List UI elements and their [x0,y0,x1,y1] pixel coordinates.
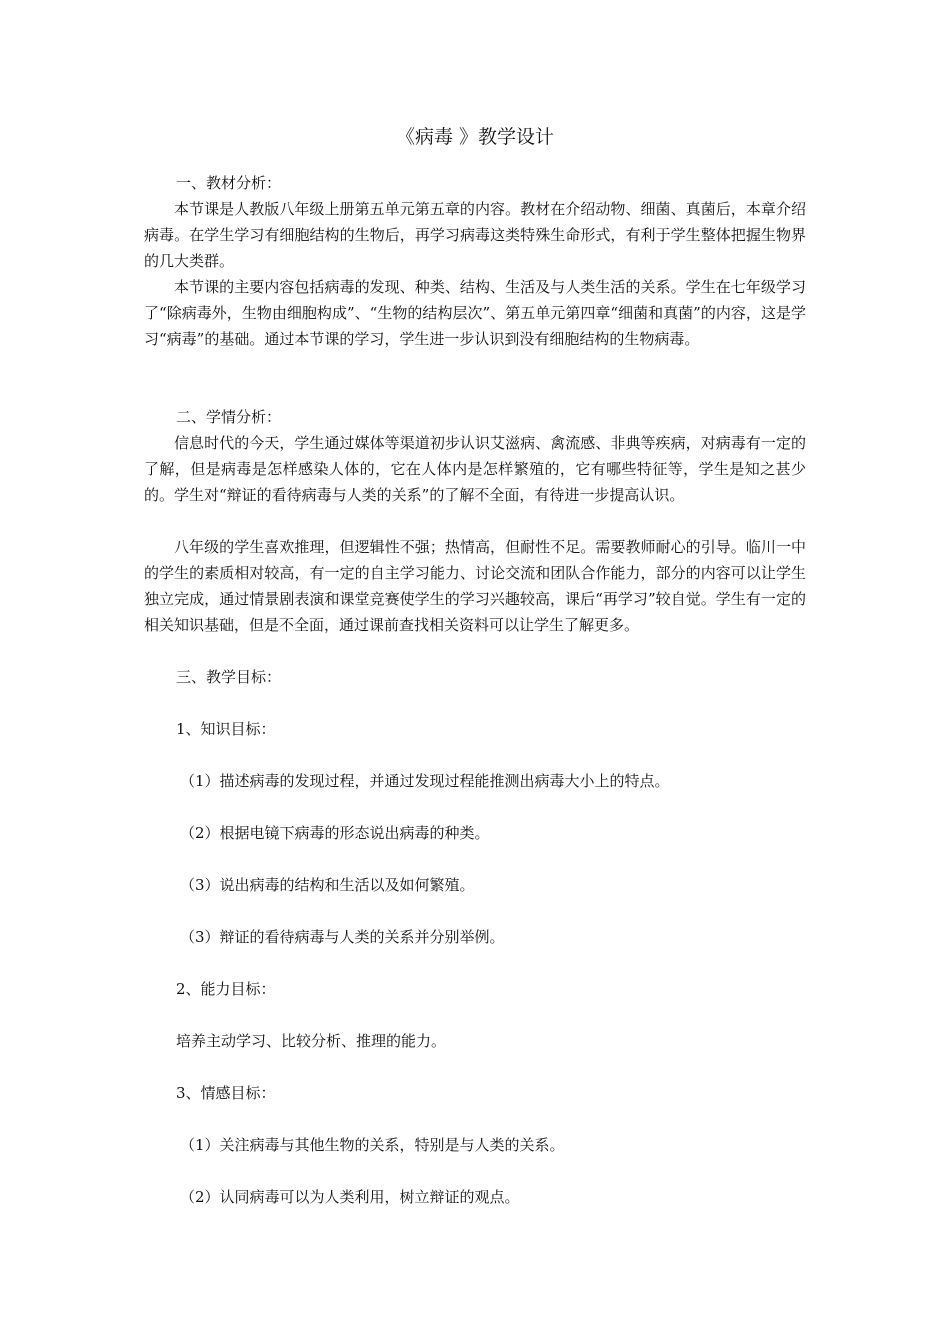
paragraph-textbook-analysis-2: 本节课的主要内容包括病毒的发现、种类、结构、生活及与人类生活的关系。学生在七年级学习了“除病毒外，生物由细胞构成”、“生物的结构层次”、第五单元第四章“细菌和真菌”的内容，这是学习“病毒”的基础。通过本节课的学习，学生进一步认识到没有细胞结构的生物病毒。 [144,278,806,348]
section-heading-teaching-goals: 三、教学目标： [176,668,282,686]
knowledge-goal-item: （3）说出病毒的结构和生活以及如何繁殖。 [180,876,475,894]
ability-goal-text: 培养主动学习、比较分析、推理的能力。 [176,1032,447,1050]
knowledge-goal-item: （2）根据电镜下病毒的形态说出病毒的种类。 [180,824,490,842]
section-heading-textbook-analysis: 一、教材分析： [176,174,282,192]
page-title: 《病毒 》教学设计 [395,126,555,148]
knowledge-goal-item: （3）辩证的看待病毒与人类的关系并分别举例。 [180,928,505,946]
knowledge-goal-item: （1）描述病毒的发现过程，并通过发现过程能推测出病毒大小上的特点。 [180,772,670,790]
paragraph-student-analysis-2: 八年级的学生喜欢推理，但逻辑性不强；热情高，但耐性不足。需要教师耐心的引导。临川一中的学生的素质相对较高，有一定的自主学习能力、讨论交流和团队合作能力，部分的内容可以让学生独立完成，通过情景剧表演和课堂竞赛使学生的学习兴趣较高，课后“再学习”较自觉。学生有一定的相关知识基础，但是不全面，通过课前查找相关资料可以让学生了解更多。 [144,538,806,634]
subheading-emotion-goals: 3、情感目标： [176,1084,276,1102]
emotion-goal-item: （2）认同病毒可以为人类利用，树立辩证的观点。 [180,1188,520,1206]
subheading-ability-goals: 2、能力目标： [176,980,276,998]
emotion-goal-item: （1）关注病毒与其他生物的关系，特别是与人类的关系。 [180,1136,565,1154]
subheading-knowledge-goals: 1、知识目标： [176,720,276,738]
paragraph-textbook-analysis-1: 本节课是人教版八年级上册第五单元第五章的内容。教材在介绍动物、细菌、真菌后，本章介绍病毒。在学生学习有细胞结构的生物后，再学习病毒这类特殊生命形式，有利于学生整体把握生物界的几大类群。 [144,200,806,270]
section-heading-student-analysis: 二、学情分析： [176,408,282,426]
paragraph-student-analysis-1: 信息时代的今天，学生通过媒体等渠道初步认识艾滋病、禽流感、非典等疾病，对病毒有一定的了解，但是病毒是怎样感染人体的，它在人体内是怎样繁殖的，它有哪些特征等，学生是知之甚少的。学生对“辩证的看待病毒与人类的关系”的了解不全面，有待进一步提高认识。 [144,434,806,504]
